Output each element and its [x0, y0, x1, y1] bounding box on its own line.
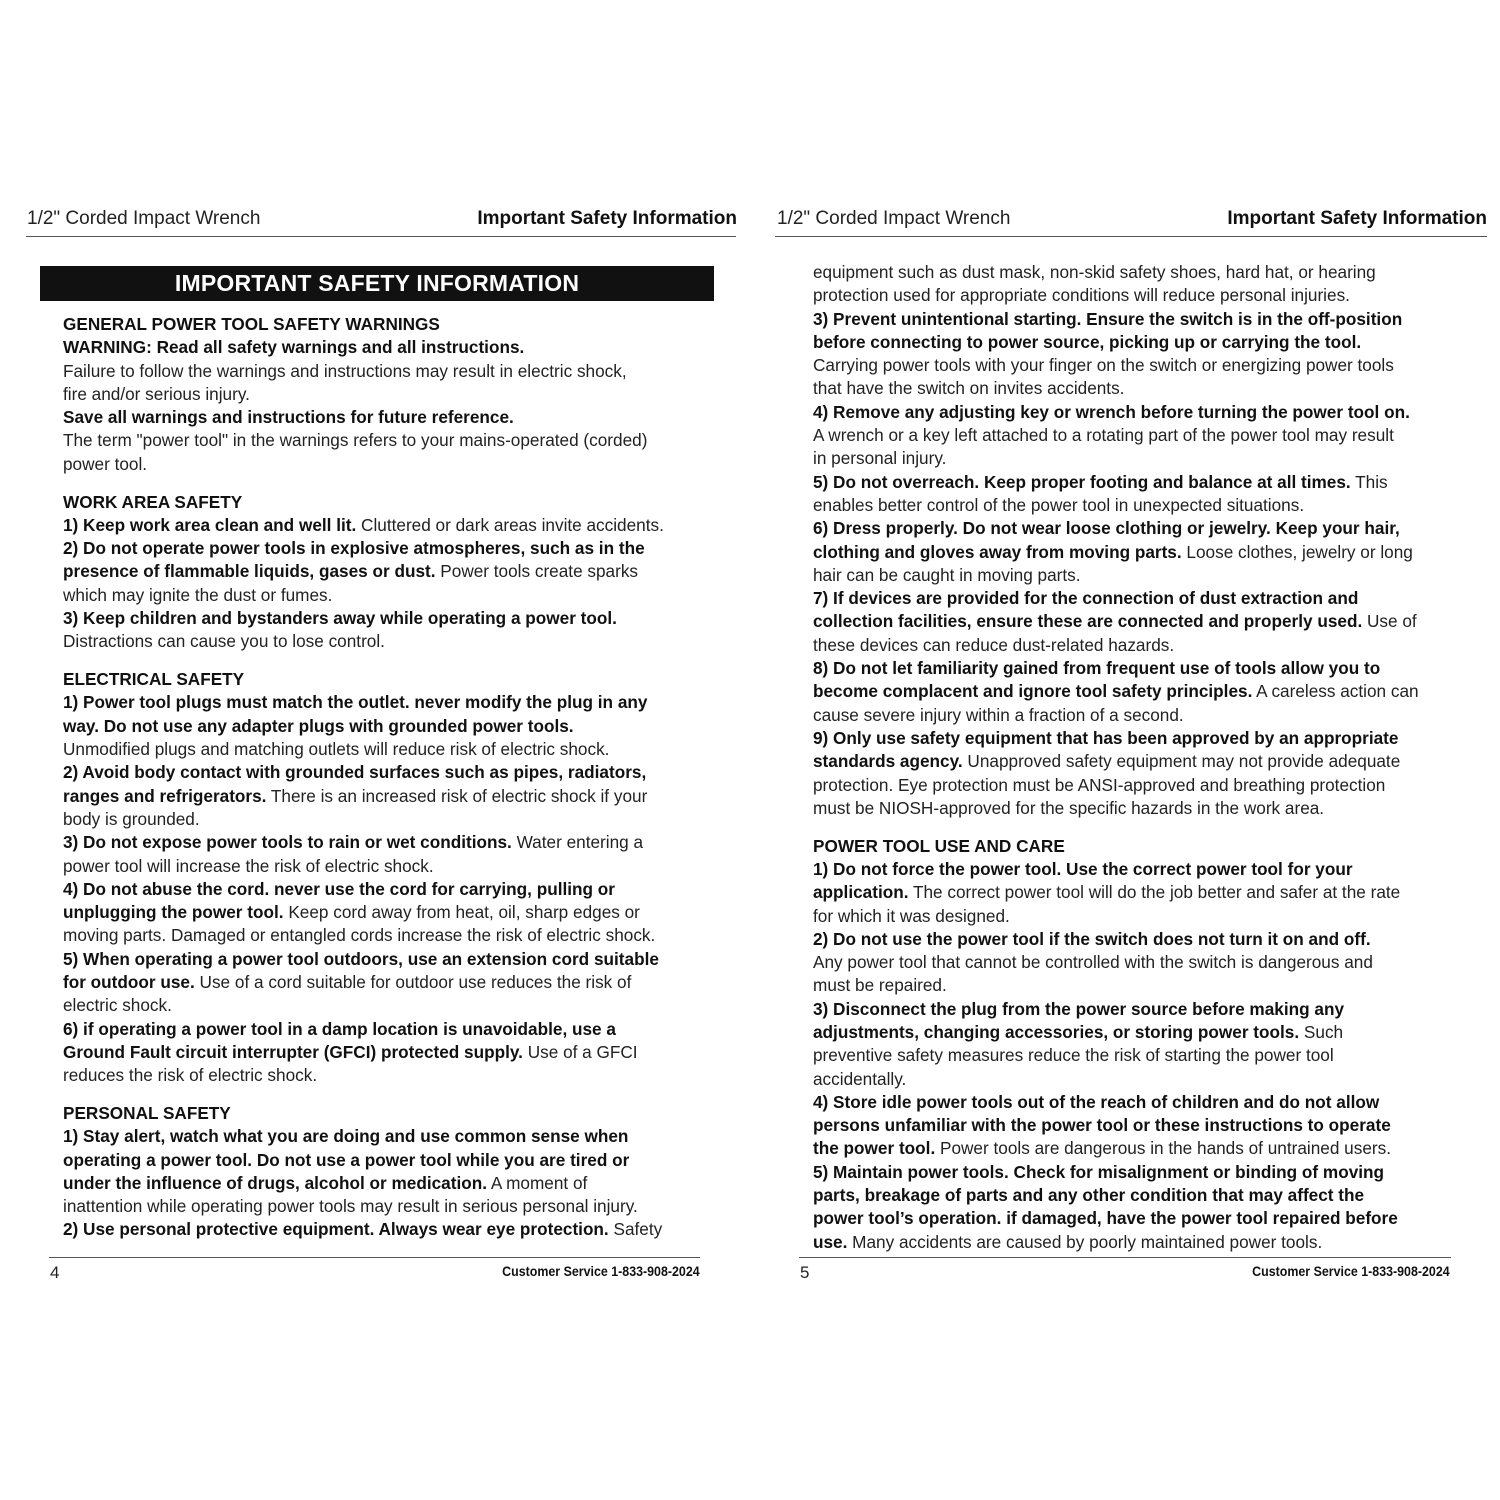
customer-service-line: Customer Service 1-833-908-2024	[502, 1264, 700, 1279]
text-line	[63, 630, 713, 653]
text-line	[63, 1218, 713, 1241]
text-run: power tool will increase the risk of electric shock.	[63, 855, 434, 876]
text-line	[813, 1161, 1463, 1184]
text-line	[813, 377, 1463, 400]
text-run: fire and/or serious injury.	[63, 383, 250, 404]
text-line	[63, 924, 713, 947]
text-line	[63, 313, 713, 336]
text-line	[813, 1091, 1463, 1114]
text-line	[63, 994, 713, 1017]
text-run: Such	[1299, 1022, 1344, 1042]
bold-text-run: 1) Keep work area clean and well lit.	[63, 514, 357, 535]
text-line	[813, 928, 1463, 951]
text-run: must be repaired.	[813, 975, 947, 996]
bold-text-run: 8) Do not let familiarity gained from frequent use of tools allow you to	[813, 658, 1381, 679]
bold-text-run: persons unfamiliar with the power tool or these instructions to operate	[813, 1115, 1391, 1136]
text-line	[813, 797, 1463, 820]
text-line	[63, 1064, 713, 1087]
paragraph-gap	[63, 476, 713, 491]
body-text	[813, 261, 1463, 1254]
text-run: enables better control of the power tool in unexpected situations.	[813, 494, 1305, 515]
text-run: A careless action can	[1252, 681, 1419, 702]
text-line	[63, 855, 713, 878]
text-run: A wrench or a key left attached to a rotating part of the power tool may result	[813, 425, 1394, 446]
bold-text-run: parts, breakage of parts and any other condition that may affect the	[813, 1185, 1365, 1206]
text-line	[813, 1044, 1463, 1067]
text-line	[63, 691, 713, 714]
text-line	[63, 668, 713, 691]
text-line	[813, 610, 1463, 633]
customer-service-line: Customer Service 1-833-908-2024	[1252, 1264, 1450, 1279]
bold-text-run: 5) When operating a power tool outdoors, use an extension cord suitable	[63, 948, 659, 969]
text-line	[63, 1195, 713, 1218]
bold-text-run: under the influence of drugs, alcohol or medication.	[63, 1172, 487, 1193]
text-run: Failure to follow the warnings and instructions may result in electric shock,	[63, 360, 627, 381]
text-line	[813, 750, 1463, 773]
text-line	[63, 878, 713, 901]
text-line	[813, 634, 1463, 657]
page-number: 5	[800, 1263, 810, 1282]
bold-text-run: 1) Do not force the power tool. Use the correct power tool for your	[813, 858, 1353, 879]
bold-text-run: 4) Do not abuse the cord. never use the cord for carrying, pulling or	[63, 878, 615, 899]
text-line	[813, 905, 1463, 928]
bold-text-run: ELECTRICAL SAFETY	[63, 669, 245, 690]
text-run: hair can be caught in moving parts.	[813, 564, 1081, 585]
text-run: reduces the risk of electric shock.	[63, 1065, 318, 1086]
header-section-title: Important Safety Information	[477, 208, 737, 229]
bold-text-run: adjustments, changing accessories, or storing power tools.	[813, 1022, 1300, 1042]
text-line	[63, 360, 713, 383]
text-line	[63, 785, 713, 808]
text-line	[813, 424, 1463, 447]
text-line	[63, 1018, 713, 1041]
text-line	[813, 261, 1463, 284]
text-line	[63, 491, 713, 514]
text-line	[813, 541, 1463, 564]
text-run: electric shock.	[63, 995, 172, 1016]
text-run: preventive safety measures reduce the risk of starting the power tool	[813, 1045, 1334, 1066]
bold-text-run: 2) Use personal protective equipment. Always wear eye protection.	[63, 1219, 609, 1240]
text-line	[63, 514, 713, 537]
bold-text-run: 3) Disconnect the plug from the power source before making any	[813, 998, 1344, 1019]
bold-text-run: for outdoor use.	[63, 972, 195, 993]
text-line	[63, 1102, 713, 1125]
bold-text-run: POWER TOOL USE AND CARE	[813, 835, 1065, 856]
bold-text-run: operating a power tool. Do not use a power tool while you are tired or	[63, 1149, 630, 1170]
text-line	[813, 354, 1463, 377]
bold-text-run: PERSONAL SAFETY	[63, 1103, 231, 1123]
bold-text-run: 3) Do not expose power tools to rain or wet conditions.	[63, 832, 512, 853]
text-run: Power tools are dangerous in the hands of untrained users.	[935, 1138, 1391, 1159]
text-line	[813, 517, 1463, 540]
text-line	[63, 1041, 713, 1064]
text-run: Distractions can cause you to lose control.	[63, 631, 385, 652]
text-line	[63, 453, 713, 476]
bold-text-run: power tool’s operation. if damaged, have the power tool repaired before	[813, 1208, 1398, 1229]
text-line	[63, 429, 713, 452]
text-run: accidentally.	[813, 1068, 907, 1089]
text-line	[813, 401, 1463, 424]
text-run: The term "power tool" in the warnings refers to your mains-operated (corded)	[63, 430, 648, 451]
bold-text-run: 6) if operating a power tool in a damp location is unavoidable, use a	[63, 1018, 616, 1039]
bold-text-run: become complacent and ignore tool safety principles.	[813, 681, 1253, 702]
text-line	[63, 808, 713, 831]
bold-text-run: presence of flammable liquids, gases or dust.	[63, 561, 436, 582]
text-run: must be NIOSH-approved for the specific hazards in the work area.	[813, 797, 1325, 818]
text-line	[813, 564, 1463, 587]
section-banner: IMPORTANT SAFETY INFORMATION	[40, 266, 714, 301]
text-run: inattention while operating power tools may result in serious personal injury.	[63, 1196, 638, 1217]
text-run: body is grounded.	[63, 808, 200, 829]
bold-text-run: GENERAL POWER TOOL SAFETY WARNINGS	[63, 314, 440, 334]
bold-text-run: before connecting to power source, picking up or carrying the tool.	[813, 331, 1362, 352]
header-product-title: 1/2" Corded Impact Wrench	[777, 208, 1011, 229]
paragraph-gap	[813, 820, 1463, 835]
text-line	[813, 471, 1463, 494]
text-line	[813, 587, 1463, 610]
paragraph-gap	[63, 654, 713, 669]
text-run: Water entering a	[511, 832, 644, 853]
text-run: that have the switch on invites accidents.	[813, 378, 1125, 399]
text-line	[63, 901, 713, 924]
text-line	[63, 1125, 713, 1148]
text-line	[813, 308, 1463, 331]
text-run: protection. Eye protection must be ANSI-approved and breathing protection	[813, 774, 1386, 795]
text-line	[813, 1068, 1463, 1091]
bold-text-run: 9) Only use safety equipment that has been approved by an appropriate	[813, 727, 1399, 748]
text-line	[63, 715, 713, 738]
text-line	[813, 1137, 1463, 1160]
text-line	[813, 858, 1463, 881]
footer-divider	[799, 1257, 1451, 1258]
text-line	[63, 738, 713, 761]
header-divider	[26, 236, 736, 237]
bold-text-run: clothing and gloves away from moving parts.	[813, 541, 1182, 562]
text-run: for which it was designed.	[813, 905, 1010, 926]
bold-text-run: unplugging the power tool.	[63, 902, 284, 923]
text-line	[813, 1114, 1463, 1137]
text-line	[63, 383, 713, 406]
text-run: cause severe injury within a fraction of a second.	[813, 704, 1184, 725]
header-section-title: Important Safety Information	[1227, 208, 1487, 229]
text-line	[813, 284, 1463, 307]
text-line	[63, 1172, 713, 1195]
text-line	[813, 1207, 1463, 1230]
text-line	[813, 447, 1463, 470]
text-line	[63, 831, 713, 854]
text-run: Many accidents are caused by poorly maintained power tools.	[847, 1231, 1323, 1252]
text-line	[63, 537, 713, 560]
text-line	[63, 948, 713, 971]
text-line	[813, 835, 1463, 858]
text-line	[813, 774, 1463, 797]
text-line	[813, 727, 1463, 750]
bold-text-run: standards agency.	[813, 751, 963, 772]
bold-text-run: 2) Avoid body contact with grounded surfaces such as pipes, radiators,	[63, 762, 647, 783]
bold-text-run: 2) Do not use the power tool if the switch does not turn it on and off.	[813, 928, 1371, 949]
text-line	[63, 1149, 713, 1172]
text-run: Power tools create sparks	[435, 561, 639, 582]
text-line	[63, 406, 713, 429]
text-line	[813, 1184, 1463, 1207]
text-line	[813, 951, 1463, 974]
bold-text-run: WORK AREA SAFETY	[63, 491, 243, 512]
bold-text-run: 3) Prevent unintentional starting. Ensure the switch is in the off-position	[813, 308, 1403, 329]
bold-text-run: WARNING: Read all safety warnings and all instructions.	[63, 337, 525, 358]
text-line	[813, 331, 1463, 354]
text-line	[63, 560, 713, 583]
text-run: Loose clothes, jewelry or long	[1181, 541, 1413, 562]
bold-text-run: application.	[813, 882, 909, 903]
header-product-title: 1/2" Corded Impact Wrench	[27, 208, 261, 229]
paragraph-gap	[63, 1088, 713, 1103]
text-run: Use of a GFCI	[522, 1041, 638, 1062]
header-divider	[775, 236, 1487, 237]
text-run: The correct power tool will do the job better and safer at the rate	[908, 882, 1401, 903]
bold-text-run: 2) Do not operate power tools in explosive atmospheres, such as in the	[63, 538, 645, 559]
footer-divider	[49, 1257, 700, 1258]
bold-text-run: ranges and refrigerators.	[63, 785, 267, 806]
bold-text-run: 4) Store idle power tools out of the reach of children and do not allow	[813, 1091, 1380, 1112]
bold-text-run: 1) Power tool plugs must match the outlet. never modify the plug in any	[63, 692, 648, 713]
text-run: Carrying power tools with your finger on the switch or energizing power tools	[813, 355, 1394, 376]
right-page	[750, 0, 1500, 1500]
bold-text-run: 1) Stay alert, watch what you are doing and use common sense when	[63, 1126, 629, 1147]
text-run: which may ignite the dust or fumes.	[63, 584, 333, 605]
text-run: Use of a cord suitable for outdoor use reduces the risk of	[194, 972, 632, 993]
text-line	[63, 336, 713, 359]
bold-text-run: 7) If devices are provided for the connection of dust extraction and	[813, 588, 1359, 609]
text-line	[813, 704, 1463, 727]
bold-text-run: 3) Keep children and bystanders away while operating a power tool.	[63, 608, 617, 629]
bold-text-run: Ground Fault circuit interrupter (GFCI) protected supply.	[63, 1041, 523, 1062]
text-run: There is an increased risk of electric shock if your	[266, 785, 648, 806]
text-run: moving parts. Damaged or entangled cords increase the risk of electric shock.	[63, 925, 656, 946]
bold-text-run: 6) Dress properly. Do not wear loose clothing or jewelry. Keep your hair,	[813, 518, 1400, 539]
bold-text-run: 5) Do not overreach. Keep proper footing and balance at all times.	[813, 471, 1351, 492]
text-run: Unmodified plugs and matching outlets will reduce risk of electric shock.	[63, 739, 610, 760]
text-line	[813, 974, 1463, 997]
text-line	[63, 971, 713, 994]
bold-text-run: 4) Remove any adjusting key or wrench before turning the power tool on.	[813, 401, 1410, 422]
bold-text-run: 5) Maintain power tools. Check for misalignment or binding of moving	[813, 1161, 1385, 1182]
text-run: protection used for appropriate conditions will reduce personal injuries.	[813, 285, 1350, 306]
text-line	[813, 1021, 1463, 1044]
bold-text-run: the power tool.	[813, 1138, 936, 1159]
text-line	[813, 881, 1463, 904]
text-line	[813, 680, 1463, 703]
text-run: equipment such as dust mask, non-skid safety shoes, hard hat, or hearing	[813, 262, 1376, 282]
text-line	[63, 607, 713, 630]
text-run: Keep cord away from heat, oil, sharp edges or	[283, 902, 640, 923]
text-line	[813, 494, 1463, 517]
text-run: Safety	[608, 1219, 663, 1240]
text-line	[813, 657, 1463, 680]
text-run: A moment of	[487, 1172, 588, 1193]
bold-text-run: Save all warnings and instructions for future reference.	[63, 407, 514, 428]
text-run: Unapproved safety equipment may not provide adequate	[962, 751, 1401, 772]
text-run: This	[1350, 471, 1388, 492]
text-run: power tool.	[63, 453, 148, 474]
bold-text-run: collection facilities, ensure these are connected and properly used.	[813, 611, 1363, 632]
text-run: Use of	[1362, 611, 1417, 632]
text-run: Cluttered or dark areas invite accidents.	[356, 514, 664, 535]
page-number: 4	[50, 1263, 60, 1282]
text-run: these devices can reduce dust-related hazards.	[813, 634, 1175, 655]
bold-text-run: way. Do not use any adapter plugs with grounded power tools.	[63, 715, 574, 736]
body-text	[63, 313, 713, 1242]
text-line	[63, 584, 713, 607]
text-line	[813, 1231, 1463, 1254]
text-run: in personal injury.	[813, 448, 947, 469]
text-line	[813, 998, 1463, 1021]
text-run: Any power tool that cannot be controlled with the switch is dangerous and	[813, 952, 1373, 973]
text-line	[63, 761, 713, 784]
bold-text-run: use.	[813, 1231, 848, 1252]
